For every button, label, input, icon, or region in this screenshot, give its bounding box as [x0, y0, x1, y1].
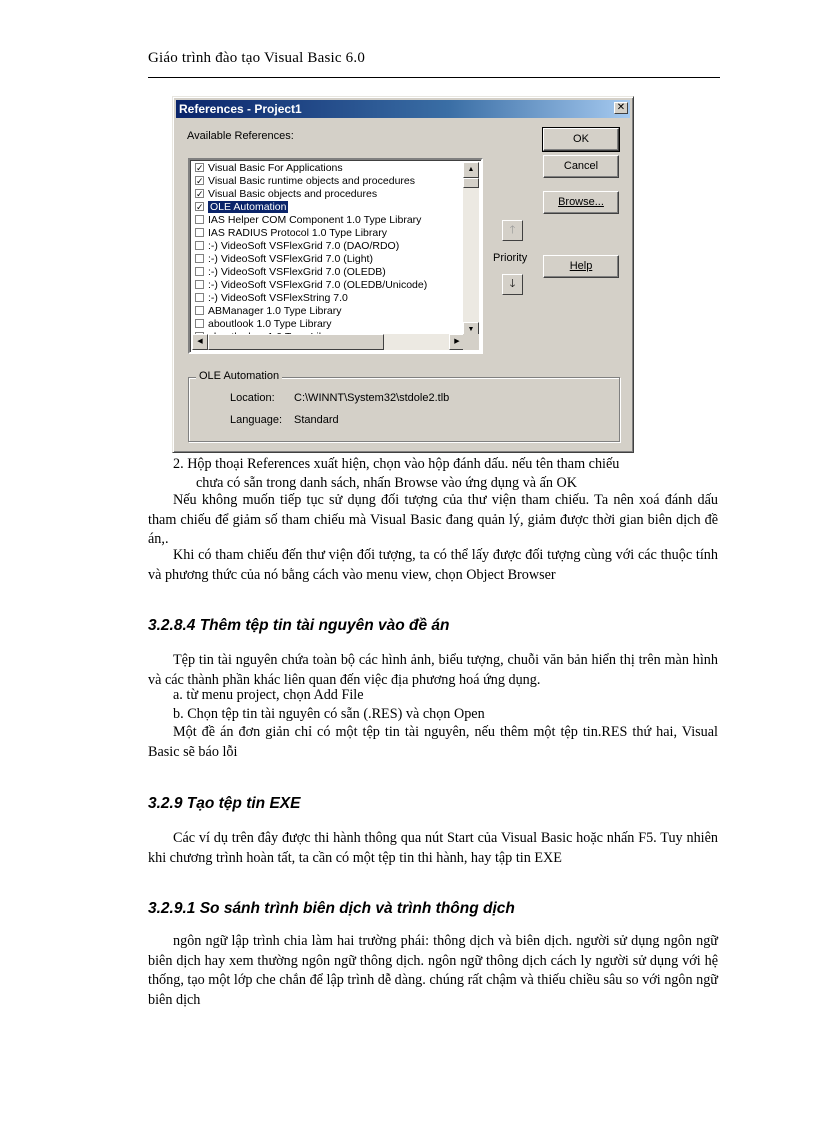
checkbox-icon[interactable] — [195, 215, 204, 224]
reference-item-label: aboutlook 1.0 Type Library — [208, 318, 332, 330]
references-dialog — [172, 96, 634, 453]
scroll-up-icon[interactable]: ▲ — [463, 162, 479, 178]
vertical-scrollbar[interactable] — [463, 162, 479, 338]
checkbox-icon[interactable] — [195, 293, 204, 302]
reference-item[interactable] — [192, 162, 467, 175]
reference-item[interactable] — [192, 266, 467, 279]
scroll-right-icon[interactable]: ▶ — [449, 334, 465, 350]
available-references-label: Available References: — [187, 130, 294, 142]
scroll-left-icon[interactable]: ◀ — [192, 334, 208, 350]
reference-item-label: Visual Basic For Applications — [208, 162, 343, 174]
paragraph-res-error: Một đề án đơn giản chỉ có một tệp tin tài nguyên, nếu thêm một tệp tin.RES thứ hai, Visual Basic sẽ báo lỗi — [148, 724, 718, 760]
location-value: C:\WINNT\System32\stdole2.tlb — [294, 392, 450, 404]
page-header: Giáo trình đào tạo Visual Basic 6.0 — [148, 50, 366, 66]
paragraph-exe: Các ví dụ trên đây được thi hành thông qua nút Start của Visual Basic hoặc nhấn F5. Tuy nhiên khi chương trình hoàn tất, ta cần có một tệp tin thi hành, hay tập tin EXE — [148, 830, 718, 866]
list-item-b: b. Chọn tệp tin tài nguyên có sẵn (.RES) và chọn Open — [173, 706, 485, 722]
checkbox-icon[interactable] — [195, 254, 204, 263]
dialog-titlebar — [176, 100, 630, 118]
checkbox-icon[interactable] — [195, 280, 204, 289]
reference-item-label: IAS RADIUS Protocol 1.0 Type Library — [208, 227, 387, 239]
reference-item-label: :-) VideoSoft VSFlexGrid 7.0 (OLEDB/Unicode) — [208, 279, 428, 291]
close-button[interactable] — [614, 102, 628, 114]
references-listbox[interactable] — [188, 158, 483, 354]
references-list — [192, 162, 467, 344]
heading-3-2-9: 3.2.9 Tạo tệp tin EXE — [148, 795, 301, 812]
paragraph-object-browser: Khi có tham chiếu đến thư viện đối tượng, ta có thể lấy được đối tượng cùng với các thuộc tính và phương thức của nó bằng cách vào menu view, chọn Object Browser — [148, 547, 718, 583]
reference-item-label: :-) VideoSoft VSFlexGrid 7.0 (OLEDB) — [208, 266, 386, 278]
language-value: Standard — [294, 414, 339, 426]
checkbox-checked-icon[interactable]: ✓ — [196, 176, 204, 186]
close-icon: ✕ — [616, 102, 626, 113]
heading-3-2-9-1: 3.2.9.1 So sánh trình biên dịch và trình thông dịch — [148, 900, 515, 917]
horizontal-scrollbar[interactable] — [192, 334, 465, 350]
reference-item[interactable] — [192, 279, 467, 292]
group-title: OLE Automation — [196, 370, 282, 382]
checkbox-icon[interactable] — [195, 319, 204, 328]
priority-down-icon[interactable]: 🡓 — [502, 274, 523, 295]
language-label: Language: — [230, 414, 282, 426]
checkbox-checked-icon[interactable]: ✓ — [196, 189, 204, 199]
checkbox-icon[interactable] — [195, 241, 204, 250]
scroll-corner — [463, 334, 479, 350]
priority-up-icon[interactable]: 🡑 — [502, 220, 523, 241]
reference-item[interactable] — [192, 214, 467, 227]
reference-item-label: ABManager 1.0 Type Library — [208, 305, 342, 317]
reference-item-label: :-) VideoSoft VSFlexString 7.0 — [208, 292, 348, 304]
reference-item[interactable] — [192, 292, 467, 305]
reference-item[interactable] — [192, 201, 467, 214]
location-label: Location: — [230, 392, 275, 404]
reference-item[interactable] — [192, 318, 467, 331]
checkbox-icon[interactable] — [195, 306, 204, 315]
reference-item-label: :-) VideoSoft VSFlexGrid 7.0 (DAO/RDO) — [208, 240, 400, 252]
priority-label: Priority — [493, 252, 528, 264]
cancel-button[interactable]: Cancel — [543, 155, 619, 178]
step-2-line-2: chưa có sẵn trong danh sách, nhấn Browse vào ứng dụng và ấn OK — [196, 475, 578, 491]
reference-item-label: IAS Helper COM Component 1.0 Type Library — [208, 214, 422, 226]
scroll-down-icon[interactable]: ▼ — [463, 322, 479, 338]
browse-button-label: Browse... — [558, 196, 604, 208]
browse-button[interactable] — [543, 191, 619, 214]
vertical-scroll-thumb[interactable] — [463, 178, 479, 188]
help-button-label: Help — [569, 260, 593, 272]
reference-item[interactable] — [192, 175, 467, 188]
reference-item[interactable] — [192, 240, 467, 253]
reference-info-group — [188, 370, 620, 442]
dialog-title: References - Project1 — [179, 102, 302, 116]
reference-item[interactable] — [192, 227, 467, 240]
reference-item[interactable] — [192, 253, 467, 266]
reference-item-label: OLE Automation — [210, 201, 287, 213]
checkbox-icon[interactable] — [195, 228, 204, 237]
checkbox-checked-icon[interactable]: ✓ — [196, 163, 204, 173]
help-button[interactable] — [543, 255, 619, 278]
ok-button[interactable]: OK — [543, 128, 619, 151]
list-item-a: a. từ menu project, chọn Add File — [173, 687, 364, 703]
reference-item-label: Visual Basic objects and procedures — [208, 188, 378, 200]
paragraph-references-remove: Nếu không muốn tiếp tục sử dụng đối tượng của thư viện tham chiếu. Ta nên xoá đánh dấu tham chiếu để giảm số tham chiếu mà Visual Basic đang quản lý, giảm được thời gian biên dịch đề án,. — [148, 492, 718, 547]
heading-3-2-8-4: 3.2.8.4 Thêm tệp tin tài nguyên vào đề án — [148, 617, 450, 634]
reference-item[interactable] — [192, 188, 467, 201]
checkbox-icon[interactable] — [195, 267, 204, 276]
reference-item-label: :-) VideoSoft VSFlexGrid 7.0 (Light) — [208, 253, 373, 265]
reference-item-label: Visual Basic runtime objects and procedures — [208, 175, 416, 187]
horizontal-scroll-thumb[interactable] — [208, 334, 384, 350]
step-2-line-1: 2. Hộp thoại References xuất hiện, chọn vào hộp đánh dấu. nếu tên tham chiếu — [173, 456, 620, 472]
reference-item[interactable] — [192, 305, 467, 318]
checkbox-checked-icon[interactable]: ✓ — [196, 202, 204, 212]
header-rule — [148, 77, 720, 78]
paragraph-compiler-interpreter: ngôn ngữ lập trình chia làm hai trường phái: thông dịch và biên dịch. người sử dụng ngôn ngữ biên dịch hay xem thường ngôn ngữ thông dịch. ngôn ngữ thông dịch cách ly người sử dụng với hệ thống, tạo một lớp che chắn để lập trình dễ dàng. chúng rất chậm và thiếu chiều sâu so với ngôn ngữ biên dịch — [148, 933, 718, 1008]
paragraph-resource-file: Tệp tin tài nguyên chứa toàn bộ các hình ảnh, biểu tượng, chuỗi văn bản hiển thị trên màn hình và các thành phần khác liên quan đến việc địa phương hoá ứng dụng. — [148, 652, 718, 688]
